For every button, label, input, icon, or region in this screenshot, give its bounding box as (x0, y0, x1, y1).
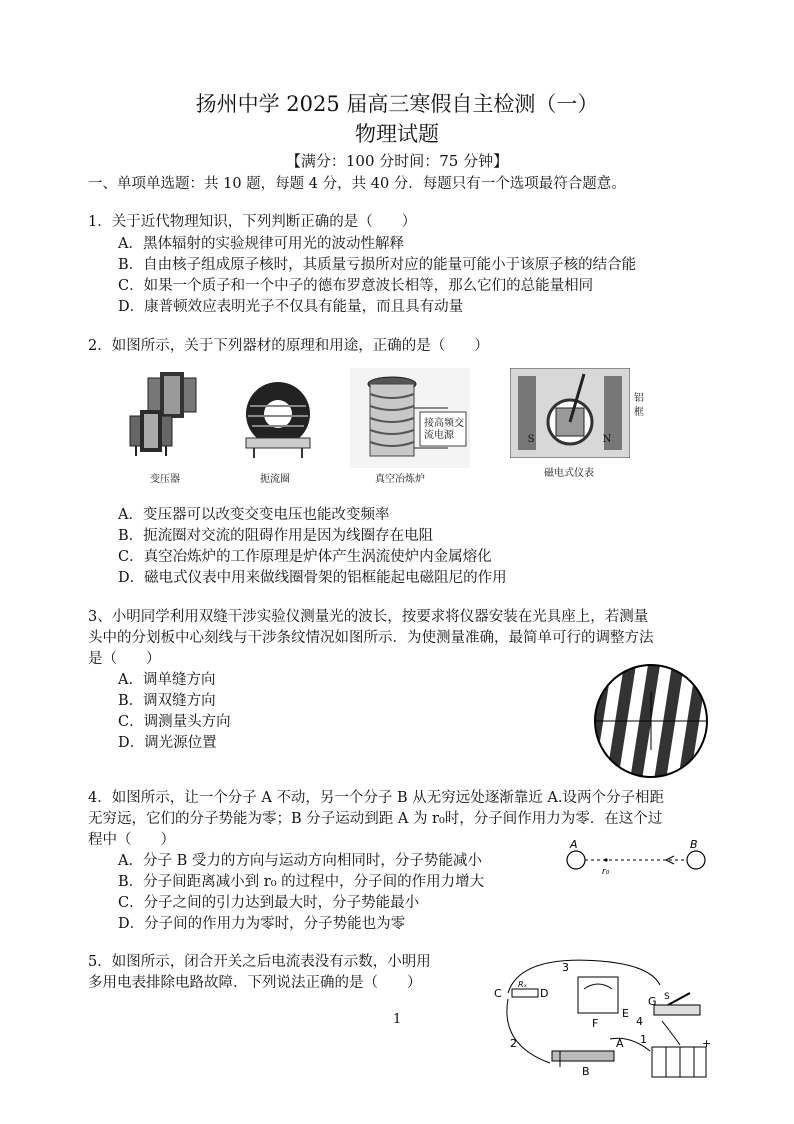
q1-option-a: A．黑体辐射的实验规律可用光的波动性解释 (118, 236, 404, 252)
q4-stem-line3: 程中（ ） (88, 832, 175, 848)
caption-vacuum-furnace: 真空冶炼炉 (375, 474, 425, 485)
label-hf-power (424, 418, 464, 442)
q2-stem: 2．如图所示，关于下列器材的原理和用途，正确的是（ ） (88, 338, 489, 354)
circuit-label-d: D (540, 987, 549, 1000)
q4-option-d: D．分子间的作用力为零时，分子势能也为零 (118, 916, 406, 932)
q4-stem-line2: 无穷远，它们的分子势能为零；B 分子运动到距 A 为 r₀时，分子间作用力为零．在这个过 (88, 811, 663, 827)
q2-option-a: A．变压器可以改变交变电压也能改变频率 (118, 507, 390, 523)
circuit-label-plus: + (702, 1037, 712, 1050)
label-hf-power-line2: 流电源 (424, 430, 454, 441)
q3-stem-line3: 是（ ） (88, 651, 161, 667)
q5-stem-line2: 多用电表排除电路故障．下列说法正确的是（ ） (88, 975, 422, 991)
circuit-label-4: 4 (636, 1015, 643, 1028)
q3-stem-line1: 3、小明同学利用双缝干涉实验仪测量光的波长，按要求将仪器安装在光具座上，若测量 (88, 609, 649, 625)
circuit-label-c: C (494, 987, 502, 1000)
circuit-label-a: A (616, 1037, 624, 1050)
molecule-b-label: B (690, 840, 698, 851)
q3-stem-line2: 头中的分划板中心刻线与干涉条纹情况如图所示．为使测量准确，最简单可行的调整方法 (88, 630, 654, 646)
molecule-a-label: A (570, 840, 578, 851)
circuit-label-3: 3 (562, 961, 569, 974)
score-time-line: 【满分：100 分时间：75 分钟】 (285, 152, 509, 170)
q4-option-c: C．分子之间的引力达到最大时，分子势能最小 (118, 895, 420, 911)
circuit-label-2: 2 (510, 1037, 517, 1050)
section-heading: 一、单项单选题：共 10 题，每题 4 分，共 40 分．每题只有一个选项最符合题意。 (88, 176, 626, 192)
circuit-label-1: 1 (640, 1033, 647, 1046)
q2-option-b: B．扼流圈对交流的阻碍作用是因为线圈存在电阻 (118, 528, 434, 544)
label-aluminum-frame-line2: 框 (634, 407, 644, 418)
q1-option-c: C．如果一个质子和一个中子的德布罗意波长相等，那么它们的总能量相同 (118, 278, 594, 294)
label-aluminum-frame (632, 392, 646, 420)
interference-fringe-figure (592, 662, 710, 780)
q1-option-d: D．康普顿效应表明光子不仅具有能量，而且具有动量 (118, 299, 464, 315)
transformer-figure (118, 366, 228, 486)
q2-option-c: C．真空冶炼炉的工作原理是炉体产生涡流使炉内金属熔化 (118, 549, 492, 565)
choke-coil-figure (236, 376, 326, 466)
label-n-pole: N (602, 434, 612, 445)
circuit-label-f: F (592, 1017, 599, 1030)
circuit-label-g: G (648, 995, 657, 1008)
exam-subtitle: 物理试题 (355, 122, 439, 146)
circuit-label-b: B (582, 1065, 590, 1078)
q3-option-c: C．调测量头方向 (118, 714, 231, 730)
label-hf-power-line1: 接高频交 (424, 418, 464, 429)
q4-stem-line1: 4．如图所示，让一个分子 A 不动，另一个分子 B 从无穷远处逐渐靠近 A.设两个分子相距 (88, 790, 664, 806)
circuit-figure (480, 955, 720, 1085)
q3-option-d: D．调光源位置 (118, 735, 217, 751)
page-number: 1 (393, 1012, 402, 1027)
q4-option-a: A．分子 B 受力的方向与运动方向相同时，分子势能减小 (118, 853, 482, 869)
q3-option-b: B．调双缝方向 (118, 693, 216, 709)
exam-title: 扬州中学 2025 届高三寒假自主检测（一） (195, 92, 599, 116)
caption-transformer: 变压器 (150, 474, 180, 485)
caption-choke: 扼流圈 (260, 474, 290, 485)
label-s-pole: S (527, 434, 535, 445)
circuit-label-s: S (664, 992, 670, 1002)
caption-meter: 磁电式仪表 (544, 468, 594, 479)
q5-stem-line1: 5．如图所示，闭合开关之后电流表没有示数，小明用 (88, 954, 431, 970)
circuit-label-e: E (622, 1007, 629, 1020)
molecule-figure (562, 840, 712, 880)
q1-option-b: B．自由核子组成原子核时，其质量亏损所对应的能量可能小于该原子核的结合能 (118, 257, 637, 273)
label-aluminum-frame-line1: 铝 (634, 393, 644, 404)
r0-label: r₀ (602, 867, 610, 877)
q4-option-b: B．分子间距离减小到 r₀ 的过程中，分子间的作用力增大 (118, 874, 485, 890)
circuit-label-rx: Rₓ (518, 980, 528, 989)
q2-option-d: D．磁电式仪表中用来做线圈骨架的铝框能起电磁阻尼的作用 (118, 570, 507, 586)
q3-option-a: A．调单缝方向 (118, 672, 216, 688)
q1-stem: 1．关于近代物理知识，下列判断正确的是（ ） (88, 214, 417, 230)
